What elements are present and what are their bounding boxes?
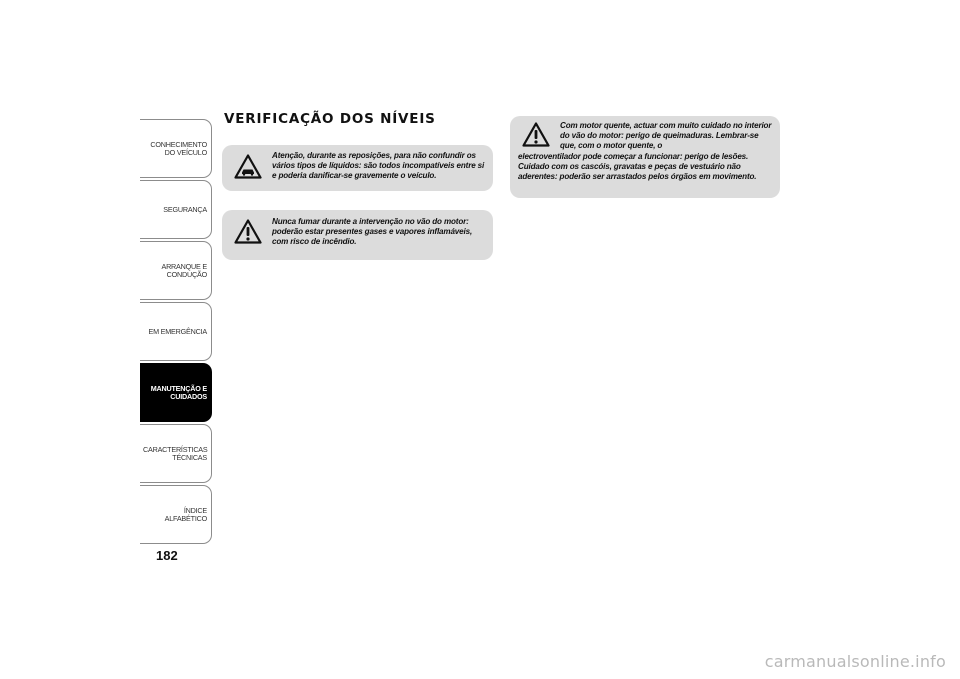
tab-label: ÍNDICE ALFABÉTICO (164, 505, 207, 523)
tab-conhecimento-do-veiculo[interactable] (140, 119, 212, 178)
watermark: carmanualsonline.info (764, 652, 946, 671)
tab-caracteristicas-tecnicas[interactable] (140, 424, 212, 483)
tab-seguranca[interactable] (140, 180, 212, 239)
car-hazard-icon (234, 154, 262, 179)
tab-label: ARRANQUE E CONDUÇÃO (161, 261, 207, 279)
callout-text: Nunca fumar durante a intervenção no vão do motor: poderão estar presentes gases e vapores inflamáveis, com risco de incêndio. (272, 217, 473, 247)
tab-label: EM EMERGÊNCIA (148, 326, 207, 336)
callout-text: Atenção, durante as reposições, para não confundir os vários tipos de líquidos: são todos incompatíveis entre si e poderia danificar-se gravemente o veículo. (272, 151, 485, 181)
tab-em-emergencia[interactable] (140, 302, 212, 361)
tab-arranque-e-conducao[interactable] (140, 241, 212, 300)
callout-text-rest: electroventilador pode começar a funcionar: perigo de lesões. Cuidado com os cascóis, gravatas e peças de vestuário não aderentes: poderão ser arrastados pelos órgãos em movimento. (518, 151, 757, 182)
tab-label: CONHECIMENTO DO VEÍCULO (150, 139, 207, 157)
chapter-tabs (140, 119, 212, 546)
tab-label: SEGURANÇA (163, 204, 207, 214)
warning-callout (510, 116, 780, 198)
warning-callout (222, 145, 493, 191)
warning-callout (222, 210, 493, 260)
section-title: VERIFICAÇÃO DOS NÍVEIS (224, 111, 436, 127)
page-number: 182 (156, 548, 178, 563)
callout-text-indented: Com motor quente, actuar com muito cuidado no interior do vão do motor: perigo de queimaduras. Lembrar-se que, com o motor quente, o (560, 121, 772, 151)
tab-manutencao-e-cuidados[interactable] (140, 363, 212, 422)
callout-text (518, 121, 776, 182)
tab-label: MANUTENÇÃO E CUIDADOS (150, 383, 207, 401)
warning-triangle-icon (234, 219, 262, 244)
tab-indice-alfabetico[interactable] (140, 485, 212, 544)
tab-label: CARACTERÍSTICAS TÉCNICAS (143, 444, 208, 462)
